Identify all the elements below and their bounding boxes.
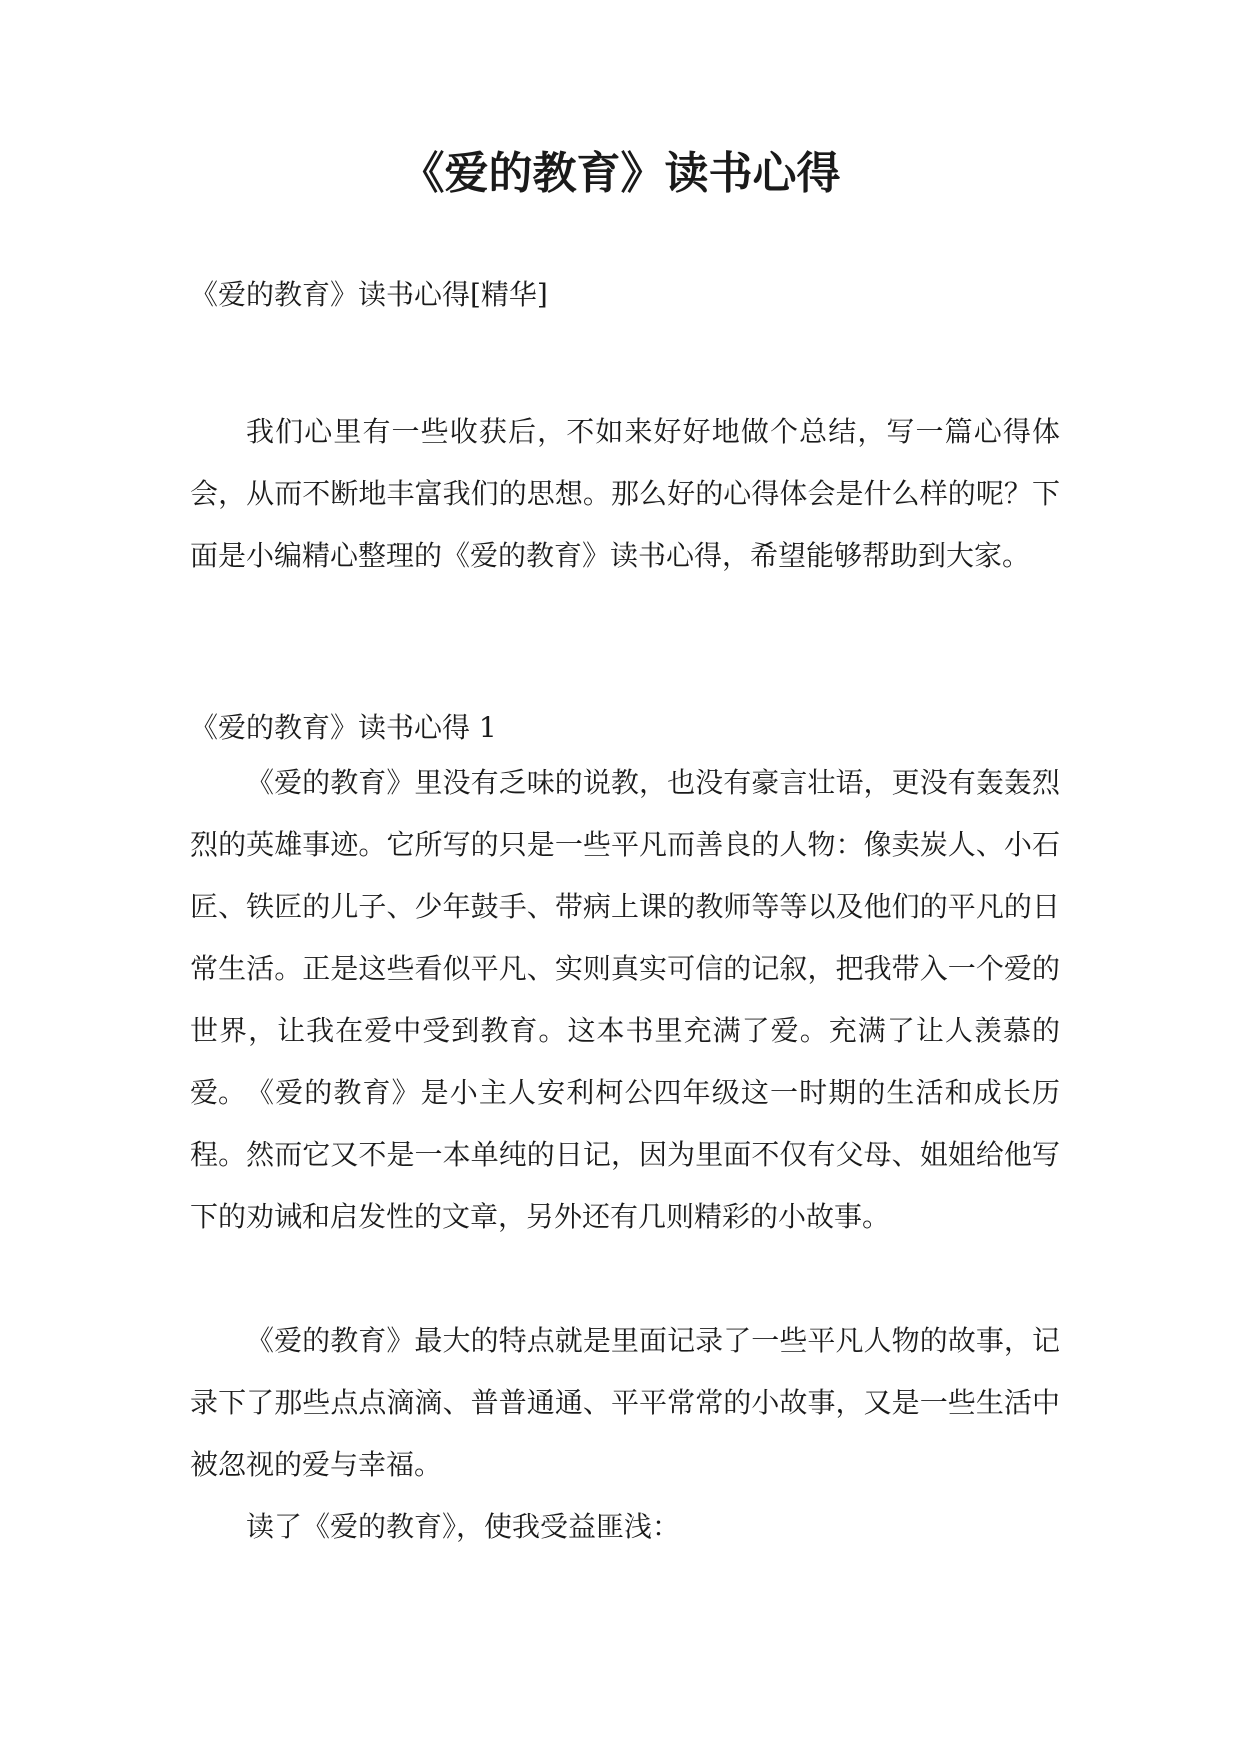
body-paragraph-3: 《爱的教育》最大的特点就是里面记录了一些平凡人物的故事，记录下了那些点点滴滴、普普通通、平平常常的小故事，又是一些生活中被忽视的爱与幸福。	[190, 1324, 1060, 1481]
document-subtitle: 《爱的教育》读书心得[精华]	[190, 278, 548, 311]
body-paragraph-2: 《爱的教育》是小主人安利柯公四年级这一时期的生活和成长历程。然而它又不是一本单纯的日记，因为里面不仅有父母、姐姐给他写下的劝诫和启发性的文章，另外还有几则精彩的小故事。	[190, 1076, 1060, 1233]
section-title: 《爱的教育》读书心得 1	[190, 711, 497, 744]
document-title: 《爱的教育》读书心得	[400, 148, 841, 199]
body-paragraph-4: 读了《爱的教育》，使我受益匪浅：	[246, 1510, 681, 1543]
body-paragraph-1: 《爱的教育》里没有乏味的说教，也没有豪言壮语，更没有轰轰烈烈的英雄事迹。它所写的只是一些平凡而善良的人物：像卖炭人、小石匠、铁匠的儿子、少年鼓手、带病上课的教师等等以及他们的平凡的日常生活。正是这些看似平凡、实则真实可信的记叙，把我带入一个爱的世界，让我在爱中受到教育。这本书里充满了爱。充满了让人羡慕的爱。	[190, 766, 1060, 1109]
intro-paragraph: 我们心里有一些收获后，不如来好好地做个总结，写一篇心得体会，从而不断地丰富我们的思想。那么好的心得体会是什么样的呢？下面是小编精心整理的《爱的教育》读书心得，希望能够帮助到大家。	[190, 415, 1060, 572]
